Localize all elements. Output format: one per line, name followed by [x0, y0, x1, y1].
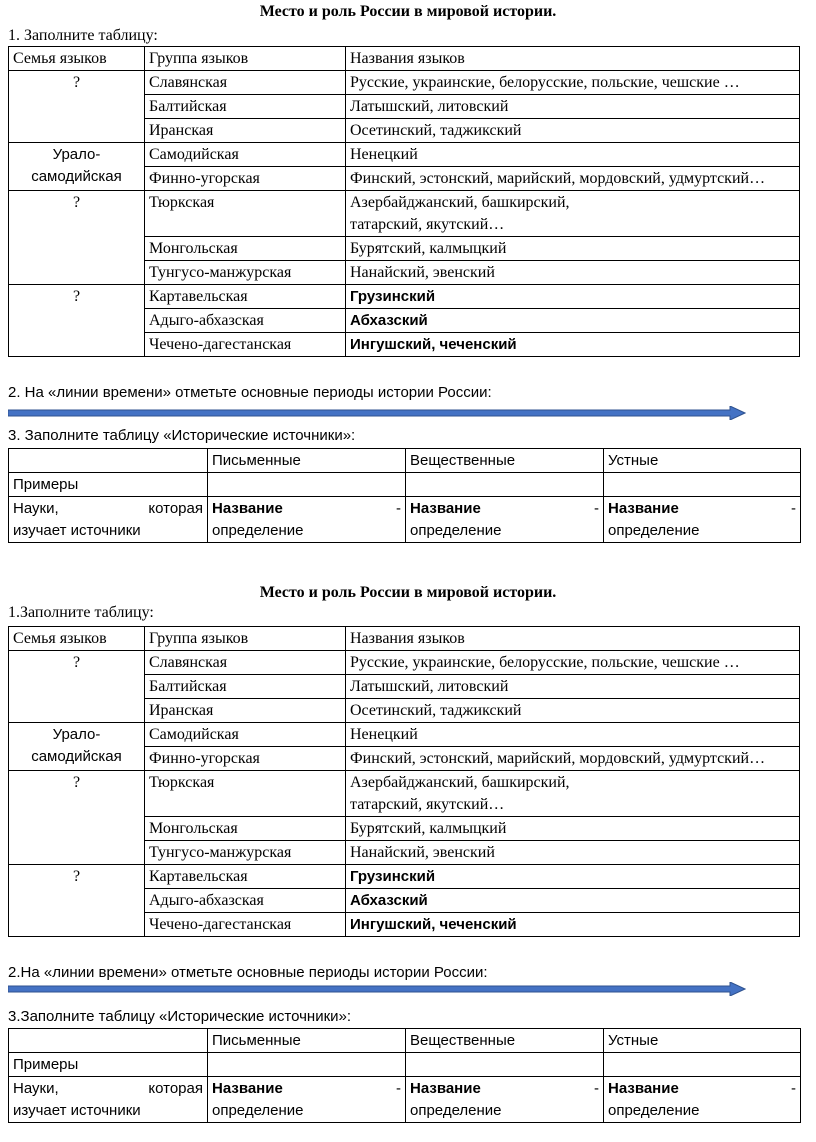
name-label: Название [212, 1080, 283, 1097]
family-name-line-1: Урало- [52, 726, 101, 743]
group-cell: Монгольская [145, 817, 346, 841]
science-cell[interactable] [406, 1077, 604, 1123]
group-cell: Иранская [145, 119, 346, 143]
definition-label: определение [608, 522, 700, 539]
task-2-label: 2. На «линии времени» отметьте основные периоды истории России: [8, 384, 492, 401]
langs-cell: Финский, эстонский, марийский, мордовский, удмуртский… [346, 747, 800, 771]
group-cell: Иранская [145, 699, 346, 723]
langs-cell: Грузинский [346, 865, 800, 889]
group-cell: Самодийская [145, 143, 346, 167]
example-cell[interactable] [208, 473, 406, 497]
dash: - [791, 500, 796, 517]
langs-cell: Азербайджанский, башкирский, татарский, якутский… [346, 771, 800, 817]
langs-cell: Нанайский, эвенский [346, 261, 800, 285]
group-cell: Самодийская [145, 723, 346, 747]
group-cell: Балтийская [145, 95, 346, 119]
group-cell: Картавельская [145, 865, 346, 889]
science-word-2: которая [148, 1080, 203, 1097]
header-written: Письменные [208, 449, 406, 473]
example-cell[interactable] [208, 1053, 406, 1077]
header-names: Названия языков [346, 627, 800, 651]
group-cell: Славянская [145, 651, 346, 675]
row-label-science [9, 1077, 208, 1123]
name-label: Название [608, 500, 679, 517]
table-header-row [9, 449, 801, 473]
table-header-row [9, 1029, 801, 1053]
header-group: Группа языков [145, 627, 346, 651]
group-cell: Адыго-абхазская [145, 309, 346, 333]
sources-table [8, 1028, 801, 1123]
group-cell: Балтийская [145, 675, 346, 699]
group-cell: Славянская [145, 71, 346, 95]
family-cell: ? [9, 285, 145, 357]
dash: - [594, 500, 599, 517]
langs-cell: Ненецкий [346, 143, 800, 167]
langs-cell: Грузинский [346, 285, 800, 309]
table-row [9, 723, 800, 747]
table-row [9, 651, 800, 675]
dash: - [594, 1080, 599, 1097]
langs-cell: Русские, украинские, белорусские, польские, чешские … [346, 651, 800, 675]
definition-label: определение [212, 1102, 304, 1119]
family-cell: ? [9, 71, 145, 143]
langs-cell: Азербайджанский, башкирский, татарский, якутский… [346, 191, 800, 237]
table-row [9, 771, 800, 817]
group-cell: Тюркская [145, 771, 346, 817]
science-cell[interactable] [604, 1077, 801, 1123]
langs-cell: Латышский, литовский [346, 95, 800, 119]
header-empty [9, 1029, 208, 1053]
group-cell: Финно-угорская [145, 747, 346, 771]
dash: - [791, 1080, 796, 1097]
langs-cell: Абхазский [346, 889, 800, 913]
task-1-label: 1. Заполните таблицу: [8, 27, 158, 44]
group-cell: Адыго-абхазская [145, 889, 346, 913]
task-3-label: 3.Заполните таблицу «Исторические источники»: [8, 1008, 352, 1025]
table-row [9, 865, 800, 889]
table-row [9, 497, 801, 543]
header-empty [9, 449, 208, 473]
name-label: Название [608, 1080, 679, 1097]
group-cell: Чечено-дагестанская [145, 913, 346, 937]
langs-cell: Финский, эстонский, марийский, мордовский, удмуртский… [346, 167, 800, 191]
langs-cell: Бурятский, калмыцкий [346, 237, 800, 261]
header-family: Семья языков [9, 627, 145, 651]
definition-label: определение [212, 522, 304, 539]
science-cell[interactable] [604, 497, 801, 543]
family-cell [9, 723, 145, 771]
langs-cell: Нанайский, эвенский [346, 841, 800, 865]
definition-label: определение [410, 1102, 502, 1119]
timeline-arrow [8, 982, 746, 996]
group-cell: Тунгусо-манжурская [145, 261, 346, 285]
family-cell: ? [9, 191, 145, 285]
task-2-label: 2.На «линии времени» отметьте основные периоды истории России: [8, 964, 488, 981]
page-title: Место и роль России в мировой истории. [259, 584, 557, 601]
science-word-2: которая [148, 500, 203, 517]
family-cell: ? [9, 865, 145, 937]
group-cell: Тюркская [145, 191, 346, 237]
group-cell: Финно-угорская [145, 167, 346, 191]
header-group: Группа языков [145, 47, 346, 71]
science-cell[interactable] [208, 497, 406, 543]
langs-cell: Осетинский, таджикский [346, 699, 800, 723]
page-title: Место и роль России в мировой истории. [259, 3, 557, 20]
table-header-row [9, 627, 800, 651]
group-cell: Картавельская [145, 285, 346, 309]
group-cell: Тунгусо-манжурская [145, 841, 346, 865]
sources-table [8, 448, 801, 543]
header-material: Вещественные [406, 1029, 604, 1053]
langs-cell: Русские, украинские, белорусские, польские, чешские … [346, 71, 800, 95]
group-cell: Монгольская [145, 237, 346, 261]
group-cell: Чечено-дагестанская [145, 333, 346, 357]
example-cell[interactable] [604, 1053, 801, 1077]
table-row [9, 285, 800, 309]
table-row [9, 191, 800, 237]
science-cell[interactable] [406, 497, 604, 543]
science-word-1: Науки, [13, 1080, 59, 1097]
task-1-label: 1.Заполните таблицу: [8, 604, 154, 621]
example-cell[interactable] [406, 473, 604, 497]
table-row [9, 1053, 801, 1077]
definition-label: определение [410, 522, 502, 539]
row-label-science [9, 497, 208, 543]
languages-table [8, 626, 800, 937]
example-cell[interactable] [406, 1053, 604, 1077]
science-line-2: изучает источники [13, 522, 141, 539]
science-cell[interactable] [208, 1077, 406, 1123]
table-row [9, 143, 800, 167]
definition-label: определение [608, 1102, 700, 1119]
table-header-row [9, 47, 800, 71]
header-written: Письменные [208, 1029, 406, 1053]
science-word-1: Науки, [13, 500, 59, 517]
dash: - [396, 500, 401, 517]
family-cell [9, 143, 145, 191]
header-material: Вещественные [406, 449, 604, 473]
family-name-line-2: самодийская [31, 168, 122, 185]
row-label-examples: Примеры [9, 1053, 208, 1077]
header-family: Семья языков [9, 47, 145, 71]
science-line-2: изучает источники [13, 1102, 141, 1119]
languages-table [8, 46, 800, 357]
table-row [9, 1077, 801, 1123]
langs-cell: Латышский, литовский [346, 675, 800, 699]
name-label: Название [410, 1080, 481, 1097]
family-cell: ? [9, 651, 145, 723]
family-name-line-2: самодийская [31, 748, 122, 765]
langs-cell: Ингушский, чеченский [346, 333, 800, 357]
name-label: Название [410, 500, 481, 517]
langs-cell: Ингушский, чеченский [346, 913, 800, 937]
header-oral: Устные [604, 449, 801, 473]
langs-cell: Осетинский, таджикский [346, 119, 800, 143]
dash: - [396, 1080, 401, 1097]
table-row [9, 473, 801, 497]
name-label: Название [212, 500, 283, 517]
example-cell[interactable] [604, 473, 801, 497]
langs-cell: Бурятский, калмыцкий [346, 817, 800, 841]
timeline-arrow [8, 406, 746, 420]
family-cell: ? [9, 771, 145, 865]
task-3-label: 3. Заполните таблицу «Исторические источники»: [8, 427, 356, 444]
header-names: Названия языков [346, 47, 800, 71]
langs-cell: Ненецкий [346, 723, 800, 747]
langs-cell: Абхазский [346, 309, 800, 333]
family-name-line-1: Урало- [52, 146, 101, 163]
header-oral: Устные [604, 1029, 801, 1053]
row-label-examples: Примеры [9, 473, 208, 497]
table-row [9, 71, 800, 95]
